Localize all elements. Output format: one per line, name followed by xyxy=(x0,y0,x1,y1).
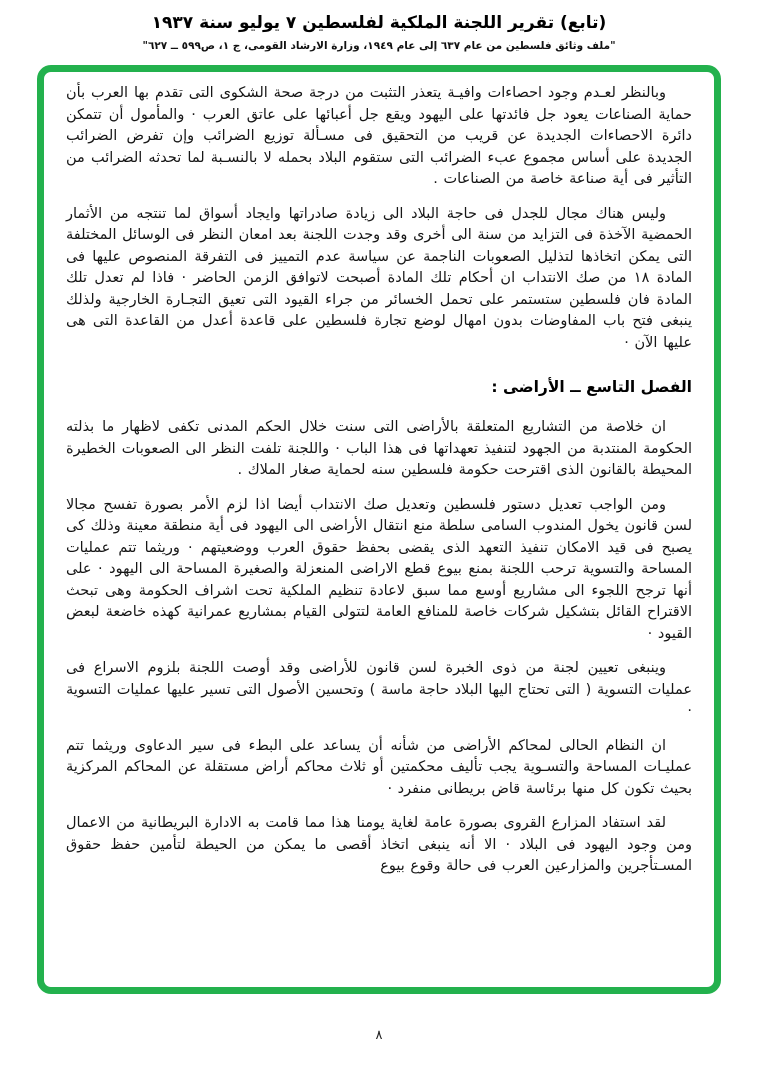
paragraph-taxes-statistics: وبالنظر لعـدم وجود احصاءات وافيـة يتعذر التثبت من درجة صحة الشكوى التى تقدم بها العرب بأن حماية الصناعات يعود جل فائدتها على اليهود ويقع جل أعبائها على عاتق العرب · والمأمول أن تتمكن دائرة الاحصاءات الجديدة عن قريب من التحقيق فى مسـألة توزيع الضرائب وإن تفرض الضرائب الجديدة على أساس مجموع عبء الضرائب التى ستقوم البلاد بحمله لا بالنسـبة لما تحدثه الضرائب من التأثير فى أية صناعة خاصة من الصناعات . xyxy=(66,85,692,187)
paragraph-expert-committee: وينبغى تعيين لجنة من ذوى الخبرة لسن قانون للأراضى وقد أوصت اللجنة بلزوم الاسراع فى عمليات التسوية ( التى تحتاج اليها البلاد حاجة ماسة ) وتحسين الأصول التى تسير عليها عمليات التسوية · xyxy=(66,660,692,719)
document-header xyxy=(0,0,758,52)
source-citation-line: "ملف وثائق فلسطين من عام ٦٣٧ إلى عام ١٩٤٩، وزارة الارشاد القومى، ج ١، ص٥٩٩ ــ ٦٢٧" xyxy=(142,40,616,52)
section-heading-chapter-nine-lands: الفصل التاسع ــ الأراضى : xyxy=(491,378,692,396)
paragraph-village-farmer: لقد استفاد المزارع القروى بصورة عامة لغاية يومنا هذا مما قامت به الادارة البريطانية من الاعمال ومن وجود اليهود فى البلاد · الا أنه ينبغى اتخاذ أقصى ما يمكن من الحيطة لتأمين حفظ حقوق المسـتأجرين والمزارعين العرب فى حالة وقوع بيوع xyxy=(66,815,692,874)
paragraph-land-courts: ان النظام الحالى لمحاكم الأراضى من شأنه أن يساعد على البطء فى سير الدعاوى وريثما تتم عمليـات المساحة والتسـوية يجب تأليف محكمتين أو ثلاث محاكم أراض مستقلة عن المحاكم المركزية بحيث تكون كل منها برئاسة قاض بريطانى منفرد · xyxy=(66,737,692,797)
page-number: ٨ xyxy=(375,1028,383,1043)
content-border-box xyxy=(37,65,721,994)
paragraph-land-legislation: ان خلاصة من التشاريع المتعلقة بالأراضى التى سنت خلال الحكم المدنى تكفى لاظهار ما بذلته الحكومة المنتدبة من الجهود لتنفيذ تعهداتها فى هذا الباب · واللجنة تلفت النظر الى الصعوبات الخطيرة المحيطة بالقانون الذى اقترحت حكومة فلسطين سنه لحماية صغار الملاك . xyxy=(66,419,692,478)
paragraph-trade-article-18: وليس هناك مجال للجدل فى حاجة البلاد الى زيادة صادراتها وايجاد أسواق لما تنتجه من الأثمار الحمضية الآخذة فى التزايد من سنة الى أخرى وقد وجدت اللجنة بعد امعان النظر فى الوسائل المختلفة التى يمكن اتخاذها لتذليل الصعوبات الناجمة عن سياسة عدم التمييز فى التفرقة المنصوص عليها فى المادة ١٨ من صك الانتداب ان أحكام تلك المادة أصبحت لاتوافق الزمن الحاضر · فاذا لم تعدل تلك المادة فان فلسطين ستستمر على تحمل الخسائر من جراء القيود التى تعيق التجـارة الخارجية ولذلك ينبغى فتح باب المفاوضات بدون امهال لوضع تجارة فلسطين على قاعدة أعدل من القاعدة التى هى عليها الآن · xyxy=(66,205,692,351)
page-title: (تابع) تقرير اللجنة الملكية لفلسطين ٧ يوليو سنة ١٩٣٧ xyxy=(151,13,607,33)
paragraph-constitution-mandate-amendment: ومن الواجب تعديل دستور فلسطين وتعديل صك الانتداب أيضا اذا لزم الأمر بصورة تفسح مجالا لسن قانون يخول المندوب السامى سلطة منع انتقال الأراضى الى اليهود فى أية منطقة معينة وذلك كى يصبح فى قيد الامكان تنفيذ التعهد الذى يقضى بحفظ حقوق العرب ووضعيتهم · وريثما تتم عمليات المساحة والتسوية ترحب اللجنة بمنع بيوع قطع الاراضى المنعزلة والصغيرة المساحة الى اليهود · على أنها ترجح اللجوء الى مشاريع أوسع مما سبق لاعادة تنظيم الملكية تحت اشراف الحكومة وهى تبحث الاقتراح القائل بتشكيل شركات خاصة للمنافع العامة لتتولى القيام بمشاريع عمرانية كهذه خاضعة لبعض القيود · xyxy=(66,496,692,642)
